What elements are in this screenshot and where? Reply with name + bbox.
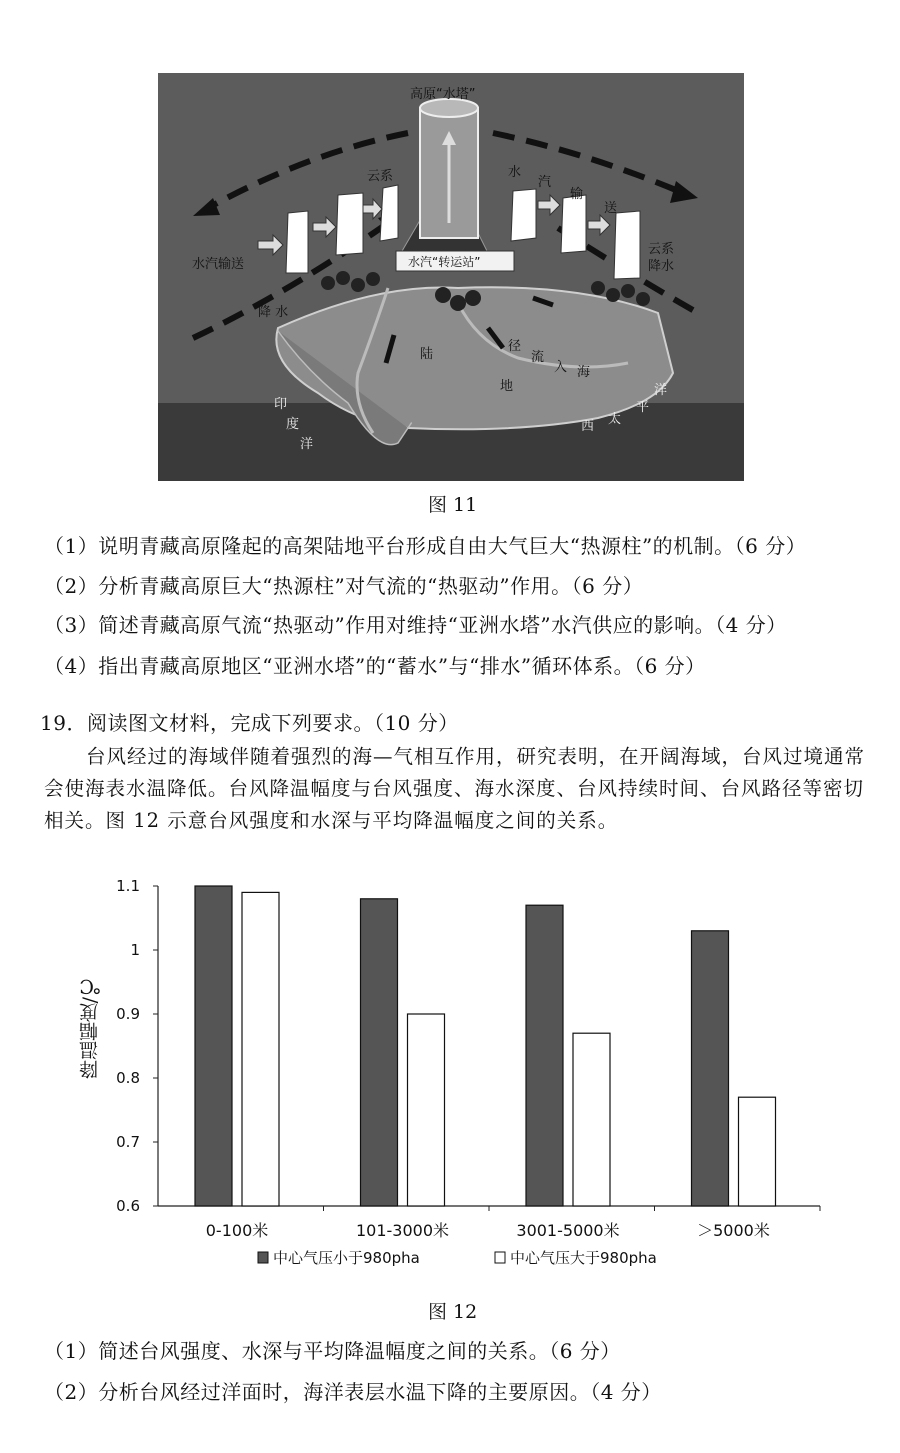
x-tick-label: 101-3000米: [355, 1221, 450, 1240]
runoff-char-2: 流: [531, 350, 545, 365]
question-19-1: （1）简述台风强度、水深与平均降温幅度之间的关系。（6 分）: [44, 1339, 621, 1363]
vapor-char-2: 汽: [538, 175, 552, 190]
bar-low-pressure: [195, 886, 232, 1206]
vapor-char-1: 水: [508, 165, 522, 180]
runoff-char-3: 入: [554, 360, 568, 375]
water-tower-label: 高原“水塔”: [410, 87, 476, 102]
pacific-char-3: 平: [636, 400, 650, 415]
cloud-right-label: 云系: [648, 242, 675, 257]
runoff-char-4: 海: [577, 365, 591, 380]
bar-high-pressure: [408, 1014, 445, 1206]
bar-high-pressure: [242, 892, 279, 1206]
question-19-2: （2）分析台风经过洋面时，海洋表层水温下降的主要原因。（4 分）: [44, 1380, 662, 1404]
bar-high-pressure: [739, 1097, 776, 1206]
figure-12-bar-chart: [60, 866, 860, 1286]
y-tick-label: 1.1: [116, 877, 140, 895]
y-tick-label: 0.7: [116, 1133, 140, 1151]
figure-11-illustration: [158, 73, 744, 481]
question-18-1: （1）说明青藏高原隆起的高架陆地平台形成自由大气巨大“热源柱”的机制。（6 分）: [44, 534, 807, 558]
legend-swatch: [258, 1252, 268, 1263]
indian-ocean-char-3: 洋: [300, 437, 314, 452]
bar-high-pressure: [573, 1033, 610, 1206]
vapor-char-4: 送: [604, 201, 618, 216]
question-19-material: 台风经过的海域伴随着强烈的海—气相互作用，研究表明，在开阔海域，台风过境通常会使海表水温降低。台风降温幅度与台风强度、海水深度、台风持续时间、台风路径等密切相关。图 12 示意台风强度和水深与平均降温幅度之间的关系。: [44, 745, 866, 832]
y-tick-label: 0.6: [116, 1197, 140, 1215]
y-tick-label: 1: [130, 941, 140, 959]
cloud-left-label: 云系: [367, 169, 394, 184]
y-tick-label: 0.8: [116, 1069, 140, 1087]
y-axis-label-wrap: [76, 975, 106, 1125]
y-axis-label: 降温幅度/℃: [79, 975, 101, 1080]
figure-11-caption: 图 11: [428, 494, 478, 516]
question-18-2: （2）分析青藏高原巨大“热源柱”对气流的“热驱动”作用。（6 分）: [44, 574, 644, 598]
indian-ocean-char-1: 印: [274, 397, 288, 412]
x-tick-label: 0-100米: [205, 1221, 269, 1240]
runoff-char-1: 径: [508, 339, 522, 354]
precipitation-right-label: 降水: [648, 259, 675, 274]
question-19-title: 19．阅读图文材料，完成下列要求。（10 分）: [40, 711, 459, 735]
indian-ocean-char-2: 度: [286, 417, 300, 432]
chart-plot-area: [116, 877, 820, 1267]
legend-swatch: [495, 1252, 505, 1263]
pacific-char-2: 太: [608, 412, 622, 427]
y-tick-label: 0.9: [116, 1005, 140, 1023]
x-tick-label: 3001-5000米: [516, 1221, 620, 1240]
legend-label: 中心气压大于980pha: [510, 1249, 657, 1267]
bar-low-pressure: [361, 899, 398, 1206]
land-char-1: 陆: [420, 347, 434, 362]
precipitation-left-label: 降 水: [258, 305, 289, 320]
legend-label: 中心气压小于980pha: [273, 1249, 420, 1267]
bar-low-pressure: [692, 931, 729, 1206]
pacific-char-4: 洋: [654, 383, 668, 398]
plateau-water-tower-diagram: [158, 73, 744, 481]
vapor-station-label: 水汽“转运站”: [408, 255, 481, 269]
bar-low-pressure: [526, 905, 563, 1206]
vapor-transport-left-label: 水汽输送: [192, 257, 245, 272]
land-char-2: 地: [500, 379, 514, 394]
question-18-4: （4）指出青藏高原地区“亚洲水塔”的“蓄水”与“排水”循环体系。（6 分）: [44, 654, 706, 678]
vapor-char-3: 输: [570, 187, 584, 202]
figure-12-caption: 图 12: [428, 1301, 478, 1323]
x-tick-label: ＞5000米: [697, 1221, 770, 1240]
question-18-3: （3）简述青藏高原气流“热驱动”作用对维持“亚洲水塔”水汽供应的影响。（4 分）: [44, 613, 787, 637]
pacific-char-1: 西: [581, 419, 595, 434]
